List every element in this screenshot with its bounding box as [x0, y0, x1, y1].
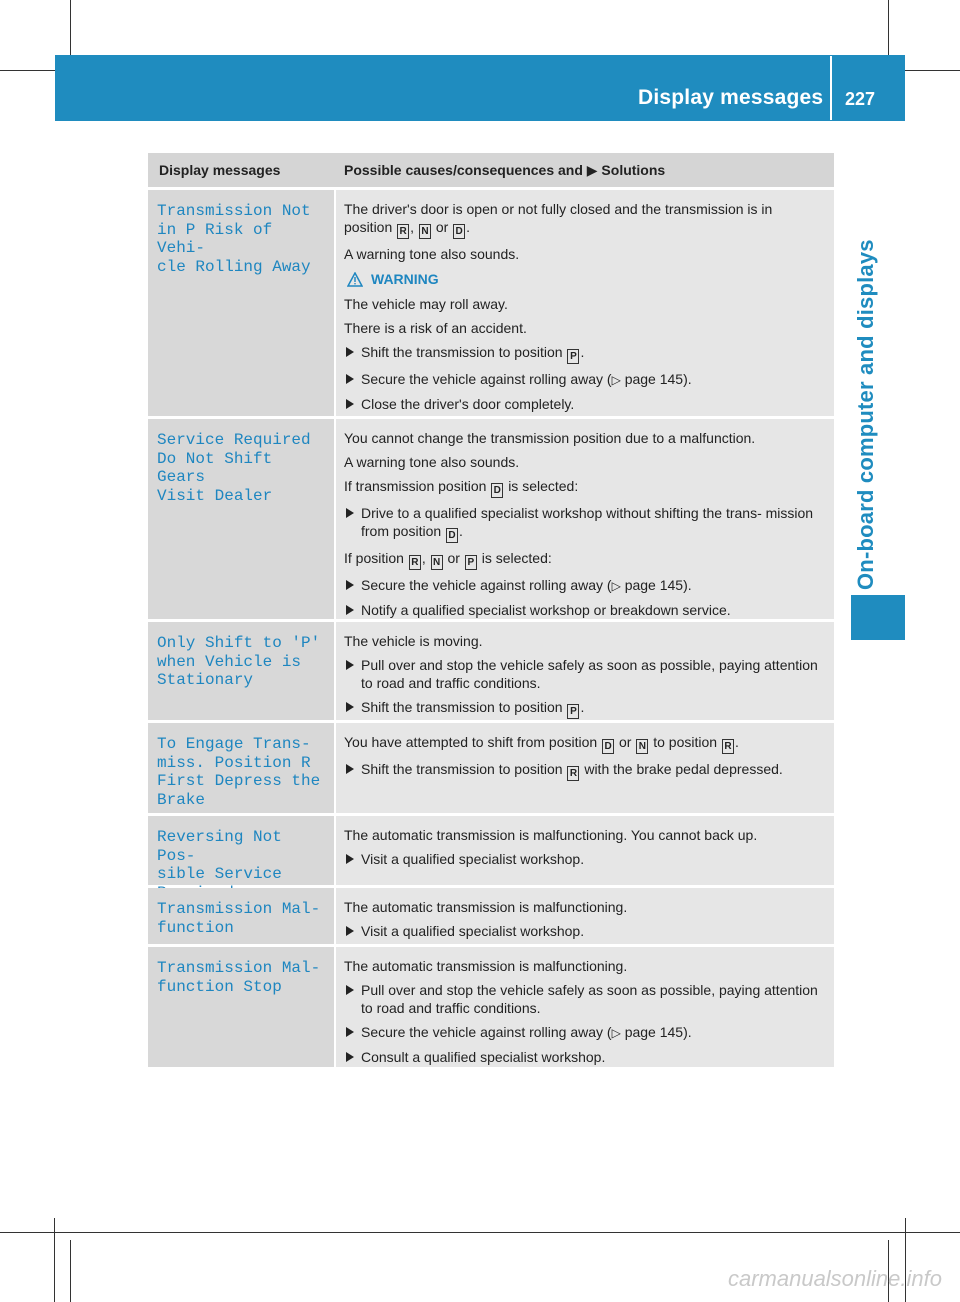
crop-mark — [70, 0, 71, 60]
solution-step: Notify a qualified specialist workshop or breakdown service. — [344, 601, 822, 619]
solution-step: Secure the vehicle against rolling away (▷ page 145). — [344, 576, 822, 595]
message-cell — [148, 947, 334, 1067]
solution-step: Consult a qualified specialist workshop. — [344, 1048, 822, 1066]
table-row — [148, 622, 834, 720]
solution-step: Pull over and stop the vehicle safely as soon as possible, paying attention to road and traffic conditions. — [344, 981, 822, 1017]
display-message-text: Reversing Not Pos‐ sible Service — [157, 828, 282, 883]
solution-cell — [336, 816, 834, 885]
table-row — [148, 816, 834, 885]
message-cell — [148, 190, 334, 416]
column-header-solutions: Possible causes/consequences and ▶ Solutions — [344, 162, 666, 178]
page-reference-icon: ▷ — [611, 1026, 621, 1040]
gear-r-icon: R — [409, 555, 421, 570]
warning-text: The vehicle may roll away. — [344, 296, 508, 312]
message-cell — [148, 622, 334, 720]
gear-r-icon: R — [567, 766, 579, 781]
solution-cell — [336, 190, 834, 416]
page-reference-icon: ▷ — [611, 579, 621, 593]
warning-triangle-icon — [347, 272, 363, 287]
table-row — [148, 947, 834, 1067]
gear-n-icon: N — [636, 739, 648, 754]
solution-step: Shift the transmission to position P . — [344, 698, 822, 719]
solution-step: Secure the vehicle against rolling away (▷ page 145). — [344, 1023, 822, 1042]
display-message-text: To Engage Trans‐ miss. Position R First Depress the Brake — [157, 735, 321, 809]
solution-step: Close the driver's door completely. — [344, 395, 822, 413]
gear-r-icon: R — [397, 224, 409, 239]
table-row — [148, 888, 834, 944]
display-message-text: Transmission Not in P Risk of Vehi‐ cle Rolling Away — [157, 202, 311, 276]
display-message-text: Only Shift to 'P' when Vehicle is Stationary — [157, 634, 321, 689]
cause-text: A warning tone also sounds. — [344, 246, 520, 262]
crop-mark — [54, 1218, 55, 1302]
display-message-text: Service Required Do Not Shift Gears Visit Dealer — [157, 431, 311, 505]
gear-d-icon: D — [453, 224, 465, 239]
gear-d-icon: D — [491, 483, 503, 498]
display-message-text: Transmission Mal‐ function — [157, 900, 321, 937]
table-row — [148, 723, 834, 813]
gear-p-icon: P — [465, 555, 477, 570]
cause-text: The vehicle is moving. — [344, 633, 483, 649]
solution-step: Visit a qualified specialist workshop. — [344, 922, 822, 940]
column-header-messages: Display messages — [159, 162, 281, 178]
cause-text: The driver's door is open or not fully closed and the transmission is in position R , N or D . — [344, 201, 773, 237]
solution-cell — [336, 888, 834, 944]
display-messages-table — [148, 153, 834, 1067]
condition-text: If position R , N or P is selected: — [344, 550, 552, 568]
table-row — [148, 419, 834, 619]
gear-d-icon: D — [602, 739, 614, 754]
gear-n-icon: N — [431, 555, 443, 570]
page-reference-link[interactable]: page 145). — [624, 371, 692, 387]
solution-step: Pull over and stop the vehicle safely as soon as possible, paying attention to road and traffic conditions. — [344, 656, 822, 692]
warning-label: WARNING — [347, 271, 822, 287]
table-header-row — [148, 153, 834, 187]
solution-step: Shift the transmission to position P . — [344, 343, 822, 364]
solution-cell — [336, 723, 834, 813]
cause-text: A warning tone also sounds. — [344, 454, 520, 470]
page-number: 227 — [845, 89, 876, 109]
solution-cell — [336, 419, 834, 619]
cause-text: You have attempted to shift from position D or N to position R . — [344, 734, 739, 752]
gear-r-icon: R — [722, 739, 734, 754]
crop-mark — [0, 1232, 960, 1233]
message-cell — [148, 419, 334, 619]
message-cell — [148, 888, 334, 944]
page-title: Display messages — [638, 86, 824, 109]
page-reference-link[interactable]: page 145). — [624, 577, 692, 593]
page-reference-icon: ▷ — [611, 373, 621, 387]
solution-cell — [336, 622, 834, 720]
section-tab-label: On-board computer and displays — [853, 239, 878, 590]
cause-text: The automatic transmission is malfunctioning. You cannot back up. — [344, 827, 758, 843]
message-cell — [148, 723, 334, 813]
watermark: carmanualsonline.info — [727, 1266, 942, 1291]
crop-mark — [888, 0, 889, 60]
gear-d-icon: D — [446, 528, 458, 543]
solution-step: Drive to a qualified specialist workshop without shifting the trans‐ mission from position D . — [344, 504, 822, 543]
header-divider — [830, 56, 832, 120]
solution-cell — [336, 947, 834, 1067]
solution-step: Visit a qualified specialist workshop. — [344, 850, 822, 868]
message-cell — [148, 816, 334, 885]
page-reference-link[interactable]: page 145). — [624, 1024, 692, 1040]
condition-text: If transmission position D is selected: — [344, 478, 579, 496]
crop-mark — [70, 1240, 71, 1302]
gear-n-icon: N — [419, 224, 431, 239]
display-message-text: Transmission Mal‐ function Stop — [157, 959, 321, 996]
cause-text: The automatic transmission is malfunctioning. — [344, 899, 628, 915]
section-tab-marker — [851, 595, 905, 640]
solution-step: Secure the vehicle against rolling away (▷ page 145). — [344, 370, 822, 389]
cause-text: The automatic transmission is malfunctioning. — [344, 958, 628, 974]
cause-text: You cannot change the transmission position due to a malfunction. — [344, 430, 756, 446]
warning-text: There is a risk of an accident. — [344, 320, 527, 336]
table-row — [148, 190, 834, 416]
gear-p-icon: P — [567, 704, 579, 719]
solution-step: Shift the transmission to position R with the brake pedal depressed. — [344, 760, 822, 781]
gear-p-icon: P — [567, 349, 579, 364]
